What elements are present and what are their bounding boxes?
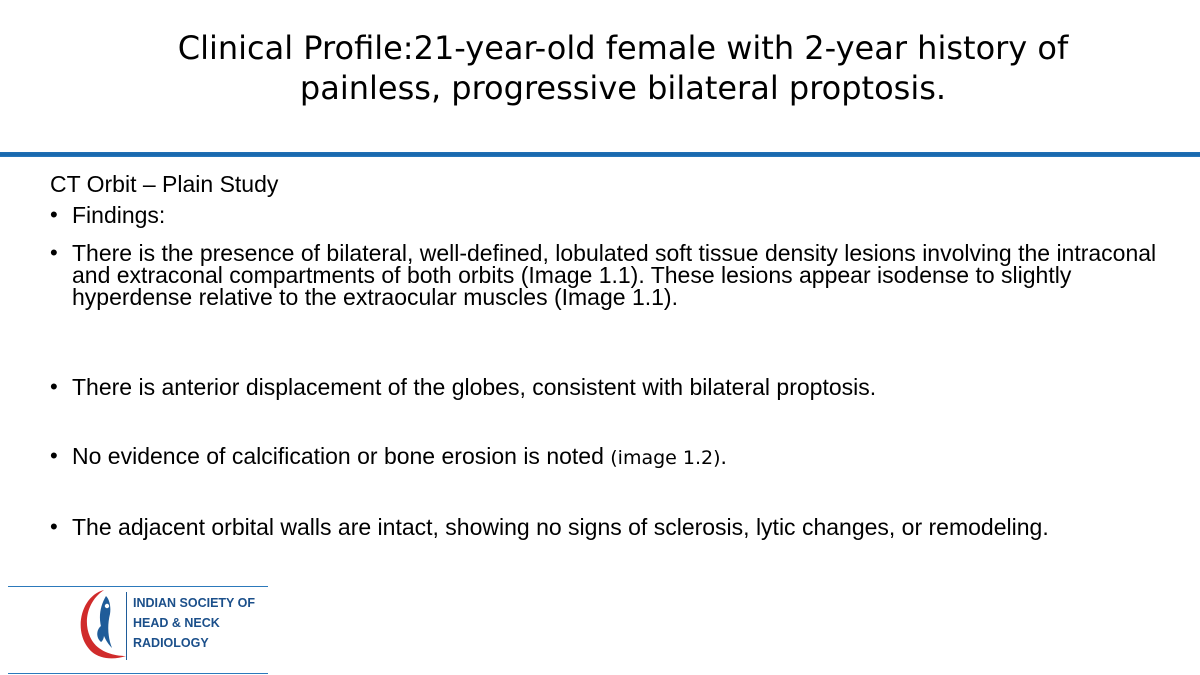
bullet-proptosis (50, 376, 1162, 398)
society-logo-text (126, 592, 267, 660)
bullet-text: No evidence of calcification or bone erosion is noted (72, 443, 611, 469)
logo-text-line-2: HEAD & NECK (133, 616, 220, 630)
slide-title-line-2: painless, progressive bilateral proptosis. (299, 69, 947, 107)
logo-top-rule (8, 586, 268, 587)
logo-text-line-3: RADIOLOGY (133, 636, 209, 650)
image-reference: (image 1.2) (610, 447, 721, 469)
bullet-lesions (50, 242, 1162, 308)
slide-title (100, 28, 1146, 108)
bullet-text: The adjacent orbital walls are intact, showing no signs of sclerosis, lytic changes, or remodeling. (72, 514, 1049, 540)
bullet-findings (50, 204, 1162, 226)
society-logo-icon (74, 586, 128, 666)
bullet-text: There is anterior displacement of the globes, consistent with bilateral proptosis. (72, 374, 877, 400)
bullet-calcification (50, 445, 1162, 469)
title-divider (0, 152, 1200, 157)
logo-bottom-rule (8, 673, 268, 674)
slide-title-line-1: Clinical Profile:21-year-old female with 2-year history of (177, 29, 1069, 67)
study-heading: CT Orbit – Plain Study (50, 171, 279, 197)
bullet-suffix: . (720, 443, 727, 469)
logo-text-line-1: INDIAN SOCIETY OF (133, 596, 256, 610)
bullet-text: There is the presence of bilateral, well-defined, lobulated soft tissue density lesions involving the intraconal and extraconal compartments of both orbits (Image 1.1). These lesions appear isodense to slightly hyperdense relative to the extraocular muscles (Image 1.1). (72, 240, 1157, 310)
bullet-orbital-walls (50, 516, 1162, 538)
bullet-text: Findings: (72, 202, 166, 228)
